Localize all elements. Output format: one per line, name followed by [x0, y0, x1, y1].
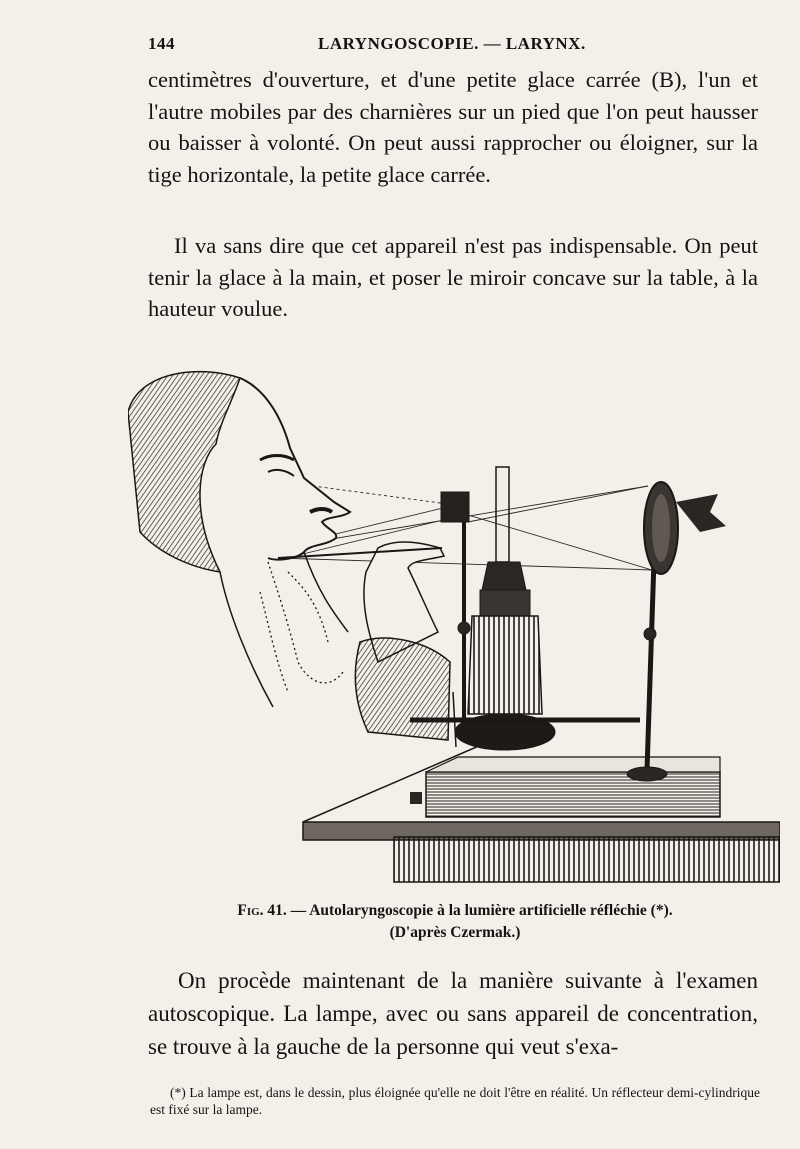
hand-holding-mirror — [278, 542, 450, 740]
caption-line — [150, 900, 760, 922]
footnote-text: (*) La lampe est, dans le dessin, plus éloignée qu'elle ne doit l'être en réalité. Un réflecteur demi-cylindrique est fixé sur la lampe. — [150, 1085, 760, 1117]
concave-mirror — [644, 482, 726, 574]
engraving-illustration — [128, 362, 780, 890]
figure-caption-text: — Autolaryngoscopie à la lumière artificielle réfléchie (*). — [290, 902, 673, 919]
apparatus-base — [410, 757, 720, 817]
page-number: 144 — [148, 34, 175, 53]
paragraph-1: centimètres d'ouverture, et d'une petite glace carrée (B), l'un et l'autre mobiles par des charnières sur un pied que l'on peut hausser ou baisser à volonté. On peut aussi rapprocher ou éloigner, sur la tige horizontale, la petite glace carrée. — [148, 67, 758, 187]
neck-larynx — [220, 552, 348, 707]
small-square-mirror — [441, 492, 469, 522]
running-head-title: LARYNGOSCOPIE. — LARYNX. — [318, 34, 586, 53]
paragraph-3: On procède maintenant de la manière suivante à l'examen autoscopique. La lampe, avec ou sans appareil de concentration, se trouve à la gauche de la personne qui veut s'exa- — [148, 968, 758, 1059]
paragraph-2: Il va sans dire que cet appareil n'est pas indispensable. On peut tenir la glace à la main, et poser le miroir concave sur la table, à la hauteur voulue. — [148, 233, 758, 321]
patient-head — [128, 372, 350, 572]
running-head — [148, 34, 758, 58]
figure-label: Fig. 41. — [237, 902, 287, 919]
figure-autolaryngoscopy — [128, 362, 780, 890]
figure-source: (D'après Czermak.) — [389, 924, 521, 941]
figure-caption — [150, 900, 760, 944]
footnote — [150, 1084, 760, 1118]
